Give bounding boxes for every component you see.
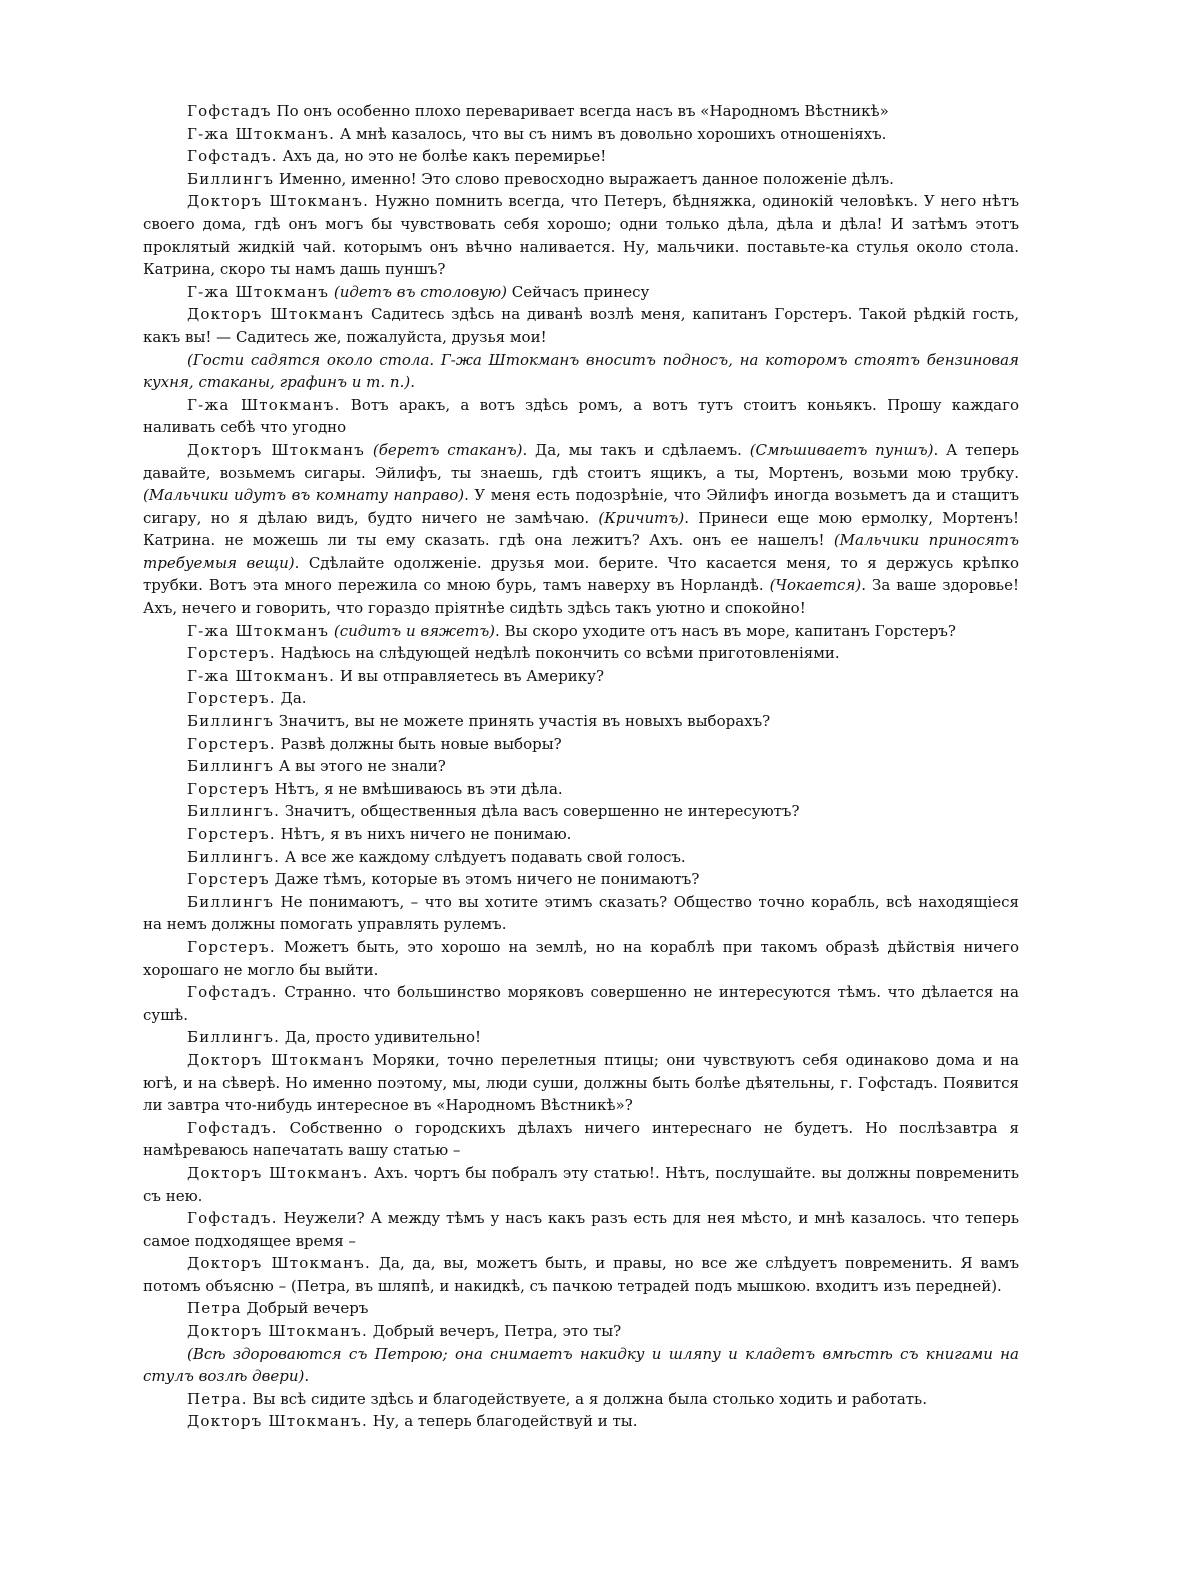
speaker-name: Докторъ Штокманъ.: [187, 1412, 368, 1431]
dialogue-paragraph: [143, 800, 1019, 823]
dialogue-paragraph: [143, 168, 1019, 191]
dialogue-text: Нѣтъ, я не вмѣшиваюсь въ эти дѣла.: [269, 779, 563, 798]
dialogue-text: А мнѣ казалось, что вы съ нимъ въ довольно хорошихъ отношеніяхъ.: [335, 124, 887, 143]
speaker-name: Г-жа Штокманъ: [187, 282, 330, 301]
dialogue-text: Нѣтъ, я въ нихъ ничего не понимаю.: [275, 825, 572, 843]
dialogue-text: . За ваше здоровье! Ахъ, нечего и говорить, что гораздо пріятнѣе сидѣть здѣсь такъ уютно и спокойно!: [143, 576, 1019, 618]
dialogue-text: Добрый вечеръ, Петра, это ты?: [367, 1322, 622, 1341]
dialogue-paragraph: [143, 394, 1019, 439]
speaker-name: Докторъ Штокманъ: [187, 305, 365, 324]
stage-direction: (Чокается): [769, 576, 862, 595]
speaker-name: Докторъ Штокманъ: [187, 1050, 365, 1069]
dialogue-text: [365, 441, 373, 459]
dialogue-text: . Да, мы такъ и сдѣлаемъ.: [522, 440, 750, 459]
dialogue-paragraph: [143, 665, 1019, 688]
dialogue-paragraph: [143, 303, 1019, 348]
dialogue-paragraph: [143, 1320, 1019, 1343]
dialogue-paragraph: [143, 620, 1019, 643]
dialogue-text: . Принеси еще мою ермолку, Мортенъ! Катрина. не можешь ли ты ему сказать. гдѣ она лежитъ? Ахъ. онъ ее нашелъ!: [143, 508, 1019, 550]
dialogue-paragraph: [143, 190, 1019, 280]
dialogue-paragraph: [143, 145, 1019, 168]
stage-direction: (сидитъ и вяжетъ): [333, 621, 496, 640]
speaker-name: Г-жа Штокманъ.: [187, 124, 336, 143]
dialogue-text: . А теперь давайте, возьмемъ сигары. Эйлифъ, ты знаешь, гдѣ стоитъ ящикъ, а ты, Мортенъ, возьми мою трубку.: [143, 440, 1019, 482]
dialogue-text: Значитъ, общественныя дѣла васъ совершенно не интересуютъ?: [280, 802, 800, 821]
speaker-name: Докторъ Штокманъ: [187, 440, 366, 459]
speaker-name: Биллингъ: [187, 757, 275, 776]
speaker-name: Докторъ Штокманъ.: [187, 192, 370, 211]
dialogue-paragraph: [143, 1026, 1019, 1049]
dialogue-text: Да, просто удивительно!: [280, 1028, 482, 1047]
dialogue-paragraph: [143, 349, 1019, 394]
dialogue-text: Вотъ аракъ, а вотъ здѣсь ромъ, а вотъ тутъ стоитъ коньякъ. Прошу каждаго наливать себѣ что угодно: [143, 395, 1019, 437]
speaker-name: Горстеръ: [187, 870, 270, 889]
speaker-name: Петра.: [187, 1389, 248, 1408]
dialogue-text: Именно, именно! Это слово превосходно выражаетъ данное положеніе дѣлъ.: [274, 169, 894, 188]
dialogue-paragraph: [143, 1343, 1019, 1388]
dialogue-paragraph: [143, 123, 1019, 146]
dialogue-text: Даже тѣмъ, которые въ этомъ ничего не понимаютъ?: [269, 870, 700, 889]
dialogue-text: Нужно помнить всегда, что Петеръ, бѣдняжка, одинокій человѣкъ. У него нѣтъ своего дома, гдѣ онъ могъ бы чувствовать себя хорошо; одни только дѣла, дѣла и дѣла! И затѣмъ этотъ проклятый жидкій чай. которымъ онъ вѣчно наливается. Ну, мальчики. поставьте-ка стулья около стола. Катрина, скоро ты намъ дашь пуншъ?: [143, 192, 1019, 279]
dialogue-text: А вы этого не знали?: [274, 757, 446, 776]
speaker-name: Биллингъ: [187, 169, 275, 188]
dialogue-paragraph: [143, 733, 1019, 756]
speaker-name: Гофстадъ: [187, 102, 272, 120]
speaker-name: Горстеръ: [187, 779, 270, 798]
speaker-name: Докторъ Штокманъ.: [187, 1163, 369, 1182]
speaker-name: Г-жа Штокманъ: [187, 621, 330, 640]
dialogue-paragraph: [143, 1410, 1019, 1433]
dialogue-paragraph: [143, 891, 1019, 936]
dialogue-paragraph: [143, 755, 1019, 778]
stage-direction: (Гости садятся около стола. Г-жа Штокманъ вноситъ подносъ, на которомъ стоятъ бензиновая кухня, стаканы, графинъ и т. п.).: [143, 350, 1019, 392]
speaker-name: Биллингъ.: [187, 1028, 281, 1047]
stage-direction: (Всѣ здороваются съ Петрою; она снимаетъ накидку и шляпу и кладетъ вмѣстѣ съ книгами на стулъ возлѣ двери).: [143, 1344, 1019, 1386]
dialogue-paragraph: [143, 846, 1019, 869]
dialogue-paragraph: [143, 687, 1019, 710]
dialogue-text: Ахъ да, но это не болѣе какъ перемирье!: [277, 147, 607, 166]
dialogue-paragraph: [143, 281, 1019, 304]
dialogue-text: Моряки, точно перелетныя птицы; они чувствуютъ себя одинаково дома и на югѣ, и на сѣверѣ. Но именно поэтому, мы, люди суши, должны быть болѣе дѣятельны, г. Гофстадъ. Появится ли завтра что-нибудь интересное въ «Народномъ Вѣстникѣ»?: [143, 1050, 1020, 1115]
dialogue-text: И вы отправляетесь въ Америку?: [335, 666, 605, 685]
dialogue-paragraph: [143, 439, 1019, 620]
dialogue-paragraph: [143, 1207, 1019, 1252]
speaker-name: Биллингъ: [187, 712, 275, 731]
dialogue-text: Можетъ быть, это хорошо на землѣ, но на кораблѣ при такомъ образѣ дѣйствія ничего хорошаго не могло бы выйти.: [143, 937, 1019, 979]
dialogue-text: . Сдѣлайте одолженіе. друзья мои. берите. Что касается меня, то я держусь крѣпко трубки. Вотъ эта много пережила со мною бурь, тамъ наверху въ Норландѣ.: [143, 553, 1019, 595]
dialogue-paragraph: [143, 1297, 1019, 1320]
dialogue-paragraph: [143, 1252, 1019, 1297]
dialogue-paragraph: [143, 642, 1019, 665]
dialogue-paragraph: [143, 823, 1019, 846]
speaker-name: Гофстадъ.: [187, 983, 278, 1002]
speaker-name: Докторъ Штокманъ.: [187, 1322, 368, 1341]
dialogue-text: Вы всѣ сидите здѣсь и благодействуете, а я должна была столько ходить и работать.: [247, 1389, 927, 1408]
dialogue-text: Значитъ, вы не можете принять участія въ новыхъ выборахъ?: [274, 712, 771, 731]
stage-direction: (Смѣшиваетъ пуншъ): [749, 440, 934, 459]
speaker-name: Гофстадъ.: [187, 1118, 278, 1137]
stage-direction: (беретъ стаканъ): [372, 440, 523, 459]
document-page: [143, 100, 1019, 1433]
dialogue-text: Садитесь здѣсь на диванѣ возлѣ меня, капитанъ Горстеръ. Такой рѣдкій гость, какъ вы! — Садитесь же, пожалуйста, друзья мои!: [143, 305, 1020, 346]
speaker-name: Горстеръ.: [187, 689, 276, 708]
speaker-name: Горстеръ.: [187, 734, 276, 753]
speaker-name: Биллингъ.: [187, 802, 281, 821]
dialogue-paragraph: [143, 936, 1019, 981]
dialogue-text: Да, да, вы, можетъ быть, и правы, но все же слѣдуетъ повременить. Я вамъ потомъ объясню – (Петра, въ шляпѣ, и накидкѣ, съ пачкою тетрадей подъ мышкою. входитъ изъ передней).: [143, 1254, 1019, 1295]
speaker-name: Гофстадъ.: [187, 147, 278, 166]
dialogue-text: Сейчасъ принесу: [506, 282, 650, 301]
dialogue-text: Неужели? А между тѣмъ у насъ какъ разъ есть для нея мѣсто, и мнѣ казалось. что теперь самое подходящее время –: [143, 1209, 1019, 1250]
dialogue-text: По онъ особенно плохо переваривает всегда насъ въ «Народномъ Вѣстникѣ»: [271, 102, 889, 120]
dialogue-text: Ну, а теперь благодействуй и ты.: [367, 1412, 638, 1431]
dialogue-text: Ахъ. чортъ бы побралъ эту статью!. Нѣтъ, послушайте. вы должны повременить съ нею.: [143, 1163, 1019, 1205]
dialogue-text: Да.: [275, 689, 307, 708]
dialogue-text: Добрый вечеръ: [241, 1299, 369, 1318]
stage-direction: (идетъ въ столовую): [333, 282, 507, 301]
speaker-name: Г-жа Штокманъ.: [187, 666, 336, 685]
dialogue-paragraph: [143, 778, 1019, 801]
dialogue-paragraph: [143, 1117, 1019, 1162]
dialogue-paragraph: [143, 1388, 1019, 1411]
speaker-name: Горстеръ.: [187, 825, 276, 843]
speaker-name: Гофстадъ.: [187, 1209, 278, 1228]
stage-direction: (Кричитъ): [598, 508, 685, 527]
dialogue-text: Не понимаютъ, – что вы хотите этимъ сказать? Общество точно корабль, всѣ находящіеся на немъ должны помогать управлять рулемъ.: [143, 892, 1019, 934]
speaker-name: Горстеръ.: [187, 937, 276, 956]
dialogue-paragraph: [143, 100, 1019, 123]
speaker-name: Докторъ Штокманъ.: [187, 1254, 372, 1273]
stage-direction: (Мальчики приносятъ требуемыя вещи): [143, 531, 1020, 572]
dialogue-text: Странно. что большинство моряковъ совершенно не интересуются тѣмъ. что дѣлается на сушѣ.: [143, 983, 1019, 1024]
dialogue-text: . Вы скоро уходите отъ насъ въ море, капитанъ Горстеръ?: [495, 621, 956, 640]
dialogue-paragraph: [143, 981, 1019, 1026]
dialogue-text: Надѣюсь на слѣдующей недѣлѣ покончить со всѣми приготовленіями.: [275, 644, 840, 663]
dialogue-text: . У меня есть подозрѣніе, что Эйлифъ иногда возьметъ да и стащитъ сигару, но я дѣлаю видъ, будто ничего не замѣчаю.: [143, 486, 1020, 527]
dialogue-paragraph: [143, 1162, 1019, 1207]
speaker-name: Биллингъ.: [187, 847, 281, 866]
speaker-name: Г-жа Штокманъ.: [187, 395, 341, 414]
dialogue-text: Развѣ должны быть новые выборы?: [275, 734, 562, 753]
dialogue-paragraph: [143, 868, 1019, 891]
speaker-name: Петра: [187, 1299, 242, 1318]
dialogue-text: Собственно о городскихъ дѣлахъ ничего интереснаго не будетъ. Но послѣзавтра я намѣреваюсь напечатать вашу статью –: [143, 1118, 1019, 1160]
stage-direction: (Мальчики идутъ въ комнату направо): [143, 486, 465, 505]
dialogue-text: А все же каждому слѣдуетъ подавать свой голосъ.: [280, 847, 686, 866]
dialogue-paragraph: [143, 1049, 1019, 1117]
speaker-name: Биллингъ: [187, 892, 275, 911]
dialogue-paragraph: [143, 710, 1019, 733]
speaker-name: Горстеръ.: [187, 644, 276, 663]
